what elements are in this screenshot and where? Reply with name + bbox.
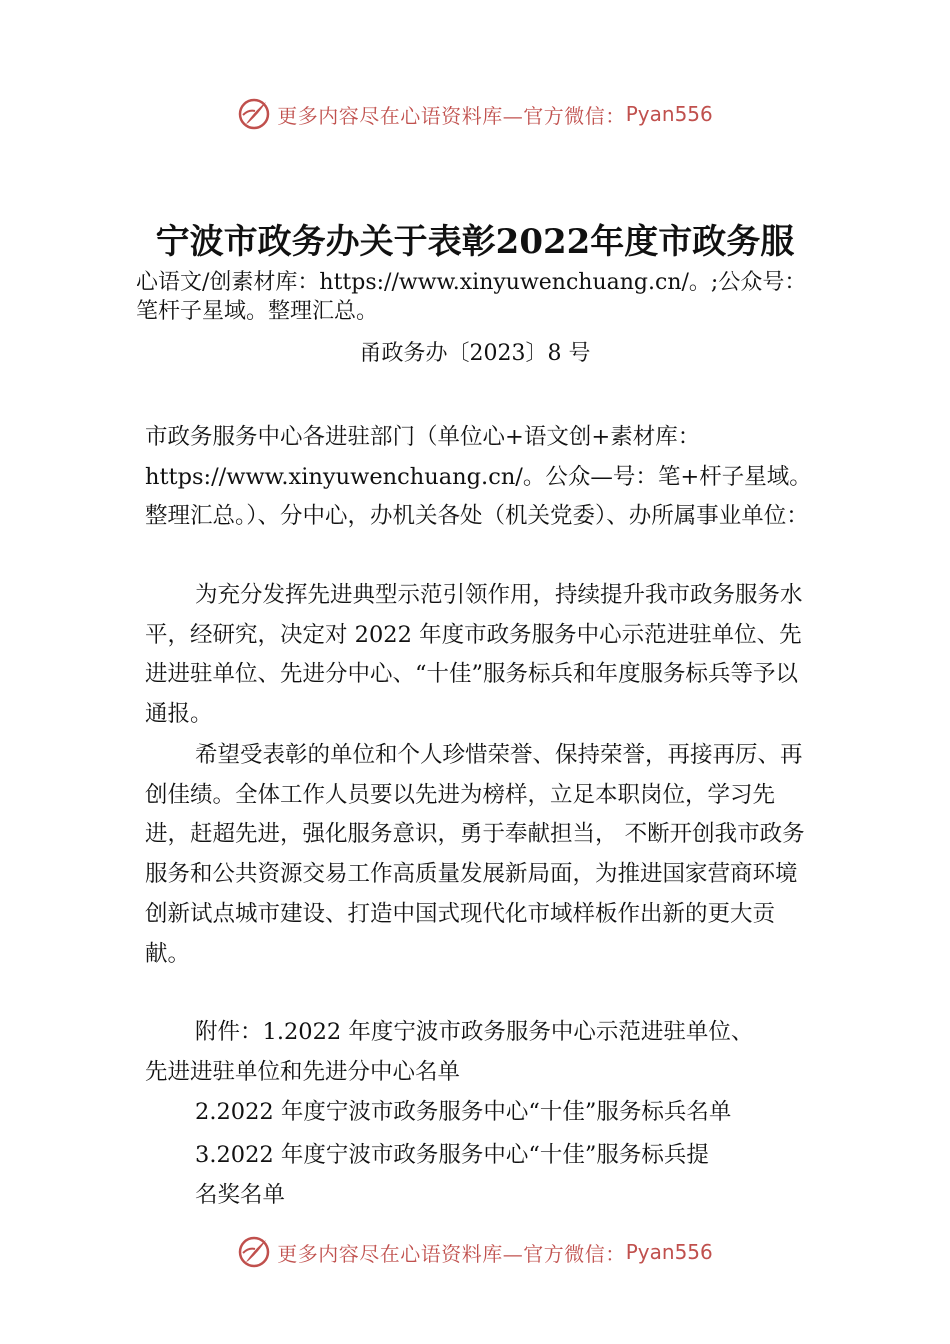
attachment-item-2: 2.2022 年度宁波市政务服务中心“十佳”服务标兵名单 xyxy=(195,1099,732,1125)
body-paragraph-2: 希望受表彰的单位和个人珍惜荣誉、保持荣誉，再接再厉、再创佳绩。全体工作人员要以先进为榜样，立足本职岗位，学习先进，赶超先进，强化服务意识，勇于奉献担当， 不断开创我市政务服务和公共资源交易工作高质量发展新局面，为推进国家营商环境创新试点城市建设、打造中国式现代化市域样板作出新的更大贡献。 xyxy=(145,742,805,967)
addressee-paragraph: 市政务服务中心各进驻部门（单位心+语文创+素材库：https://www.xinyuwenchuang.cn/。公众—号：笔+杆子星域。整理汇总。）、分中心，办机关各处（机关党委）、办所属事业单位： xyxy=(145,424,812,530)
banner-wechat-id: Pyan556 xyxy=(625,1240,713,1264)
banner-text: 更多内容尽在心语资料库—官方微信： xyxy=(277,1241,626,1266)
document-title: 宁波市政务办关于表彰2022年度市政务服 xyxy=(155,222,795,262)
quill-logo-icon xyxy=(237,97,271,131)
quill-logo-icon xyxy=(237,1235,271,1269)
attachment-item-1-continued: 先进进驻单位和先进分中心名单 xyxy=(145,1059,461,1085)
banner-wechat-id: Pyan556 xyxy=(625,102,713,126)
attachment-item-3-continued: 名奖名单 xyxy=(195,1182,286,1208)
body-paragraph-1: 为充分发挥先进典型示范引领作用，持续提升我市政务服务水平，经研究，决定对 2022 年度市政务服务中心示范进驻单位、先进进驻单位、先进分中心、“十佳”服务标兵和年度服务标兵等予以通报。 xyxy=(145,582,803,728)
banner-text: 更多内容尽在心语资料库—官方微信： xyxy=(277,103,626,128)
attachment-item-1: 附件：1.2022 年度宁波市政务服务中心示范进驻单位、 xyxy=(195,1019,754,1045)
footer-banner xyxy=(0,1232,950,1272)
document-number: 甬政务办〔2023〕8 号 xyxy=(359,341,591,366)
header-banner xyxy=(0,94,950,134)
attachment-item-3: 3.2022 年度宁波市政务服务中心“十佳”服务标兵提 xyxy=(195,1142,709,1168)
source-note: 心语文/创素材库：https://www.xinyuwenchuang.cn/。;公众号：笔杆子星域。整理汇总。 xyxy=(136,270,807,324)
